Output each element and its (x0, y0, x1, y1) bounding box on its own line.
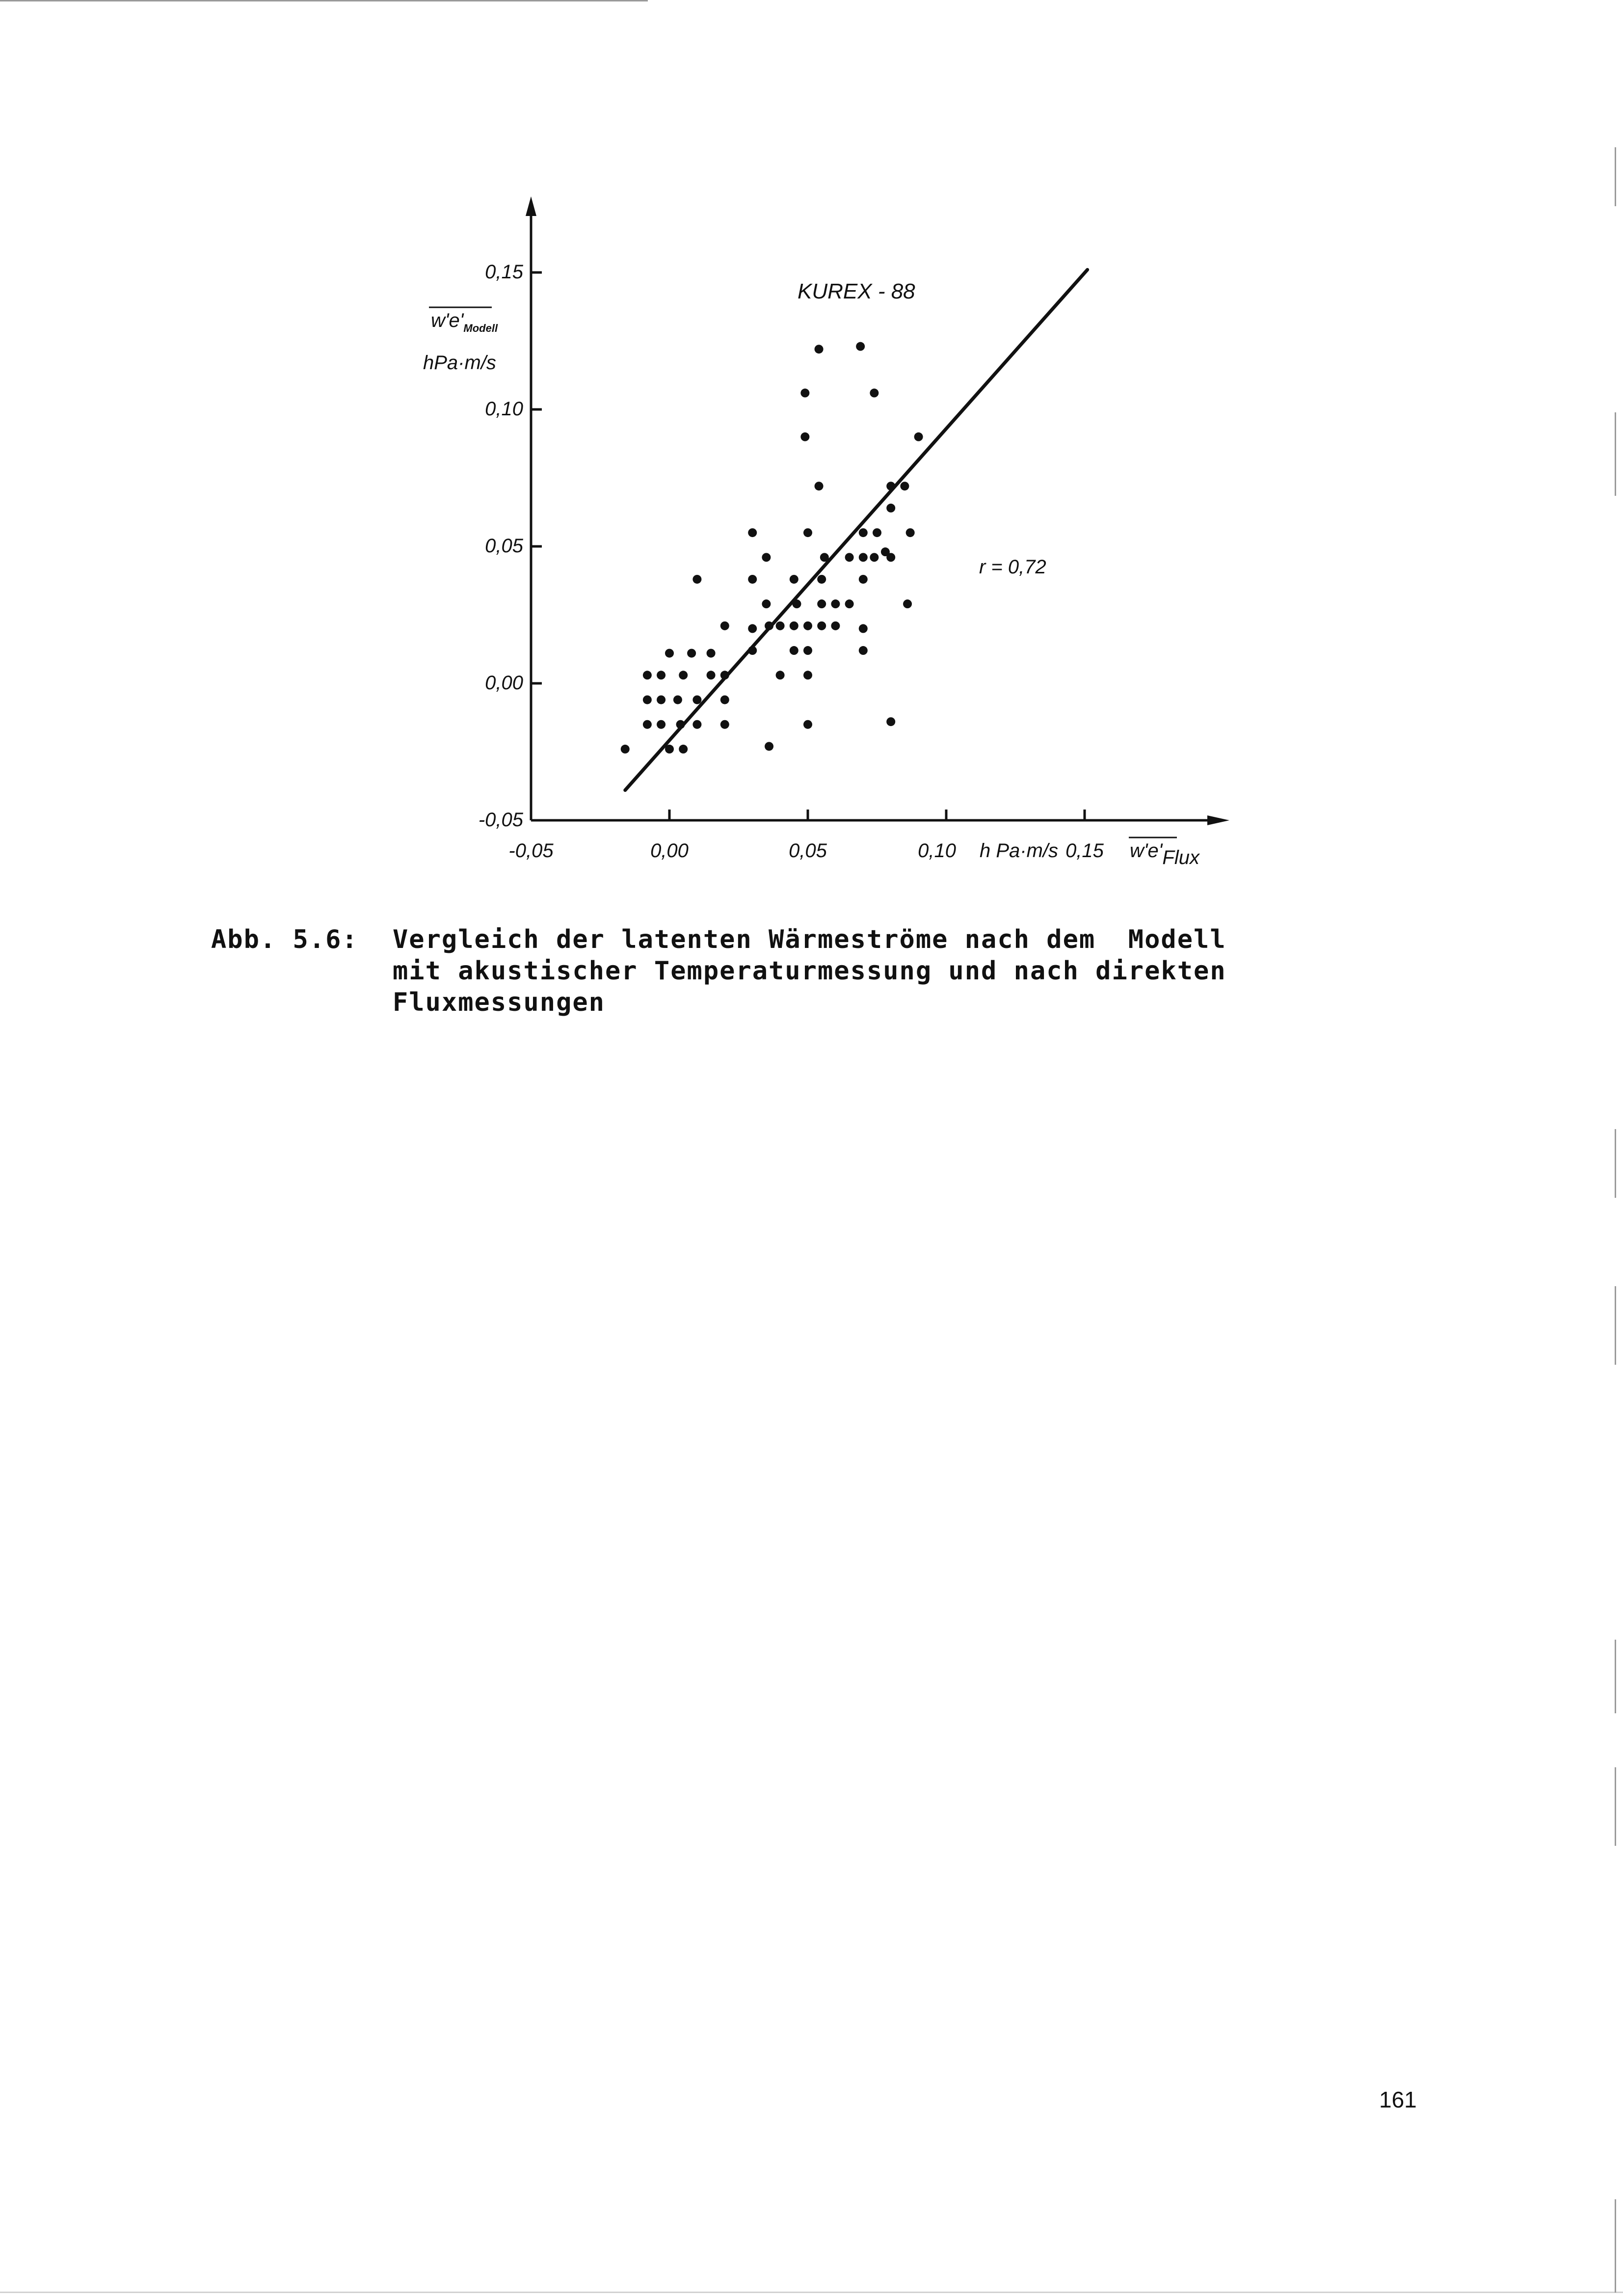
x-axis-label-subscript: Flux (1162, 847, 1199, 868)
data-point (776, 621, 785, 630)
scatter-chart (0, 0, 1623, 893)
data-point (790, 621, 798, 630)
y-tick-label: 0,15 (485, 261, 523, 283)
data-point (845, 599, 854, 608)
data-point (817, 621, 826, 630)
data-point (803, 528, 812, 537)
data-point (870, 389, 878, 398)
scan-edge-mark (1615, 1767, 1616, 1846)
caption-line: mit akustischer Temperaturmessung und nach direkten (393, 956, 1226, 986)
data-point (665, 649, 674, 658)
data-point (859, 553, 868, 562)
y-axis-label-main: w'e' (431, 310, 464, 331)
x-tick-label: 0,10 (918, 840, 956, 862)
x-axis-arrow (1207, 815, 1229, 825)
data-point (870, 553, 878, 562)
scan-edge-mark (1615, 1129, 1616, 1198)
data-point (803, 671, 812, 679)
data-point (856, 342, 865, 351)
data-point (845, 553, 854, 562)
scan-edge-mark (1615, 412, 1616, 496)
scan-edge-mark (1615, 2199, 1616, 2293)
data-point (906, 528, 915, 537)
data-point (914, 432, 923, 441)
data-point (859, 528, 868, 537)
data-point (748, 575, 757, 584)
scan-edge-mark (0, 0, 648, 1)
data-point (886, 504, 895, 513)
data-point (643, 695, 652, 704)
data-point (903, 599, 912, 608)
y-axis-label-subscript: Modell (463, 322, 498, 334)
chart-title: KUREX - 88 (798, 279, 915, 303)
data-point (657, 720, 665, 729)
chart-points (621, 342, 923, 754)
caption-label: Abb. 5.6: (211, 925, 358, 954)
data-point (657, 695, 665, 704)
data-point (720, 621, 729, 630)
data-point (859, 646, 868, 655)
data-point (803, 720, 812, 729)
y-axis-arrow (526, 196, 536, 216)
y-tick-label: 0,00 (485, 672, 523, 694)
data-point (765, 742, 773, 751)
x-tick-label: -0,05 (508, 840, 554, 862)
x-axis-unit: h Pa·m/s (980, 840, 1059, 862)
data-point (707, 649, 716, 658)
data-point (679, 745, 688, 754)
data-point (720, 720, 729, 729)
data-point (831, 621, 840, 630)
x-tick-label: 0,00 (650, 840, 689, 862)
data-point (815, 482, 824, 490)
data-point (817, 599, 826, 608)
data-point (692, 575, 701, 584)
y-axis-unit: hPa·m/s (423, 352, 496, 374)
x-axis-label-main: w'e' (1130, 840, 1163, 862)
data-point (790, 575, 798, 584)
scan-edge-mark (1615, 1640, 1616, 1713)
caption-line: Vergleich der latenten Wärmeströme nach dem Modell (393, 925, 1226, 954)
y-tick-label: -0,05 (478, 809, 523, 831)
data-point (621, 745, 630, 754)
data-point (687, 649, 696, 658)
scan-edge-mark (1615, 1286, 1616, 1365)
data-point (643, 671, 652, 679)
data-point (679, 671, 688, 679)
data-point (657, 671, 665, 679)
data-point (859, 575, 868, 584)
x-axis-label (1130, 840, 1200, 868)
data-point (707, 671, 716, 679)
data-point (815, 345, 824, 353)
data-point (817, 575, 826, 584)
x-tick-label: 0,05 (789, 840, 827, 862)
y-axis-label (431, 310, 498, 334)
data-point (748, 624, 757, 633)
data-point (762, 599, 771, 608)
x-tick-label: 0,15 (1065, 840, 1104, 862)
data-point (859, 624, 868, 633)
data-point (886, 717, 895, 726)
data-point (790, 646, 798, 655)
caption-line: Fluxmessungen (393, 988, 605, 1017)
y-tick-label: 0,05 (485, 535, 523, 557)
page-number: 161 (1379, 2087, 1417, 2112)
data-point (673, 695, 682, 704)
data-point (800, 432, 809, 441)
data-point (873, 528, 881, 537)
y-tick-label: 0,10 (485, 398, 523, 420)
correlation-annotation: r = 0,72 (979, 556, 1046, 578)
data-point (643, 720, 652, 729)
data-point (692, 720, 701, 729)
data-point (886, 553, 895, 562)
data-point (803, 621, 812, 630)
data-point (900, 482, 909, 490)
data-point (748, 528, 757, 537)
data-point (803, 646, 812, 655)
data-point (831, 599, 840, 608)
data-point (692, 695, 701, 704)
data-point (800, 389, 809, 398)
data-point (720, 695, 729, 704)
data-point (762, 553, 771, 562)
scan-edge-mark (0, 2292, 1623, 2293)
scan-edge-mark (1615, 147, 1616, 206)
data-point (776, 671, 785, 679)
